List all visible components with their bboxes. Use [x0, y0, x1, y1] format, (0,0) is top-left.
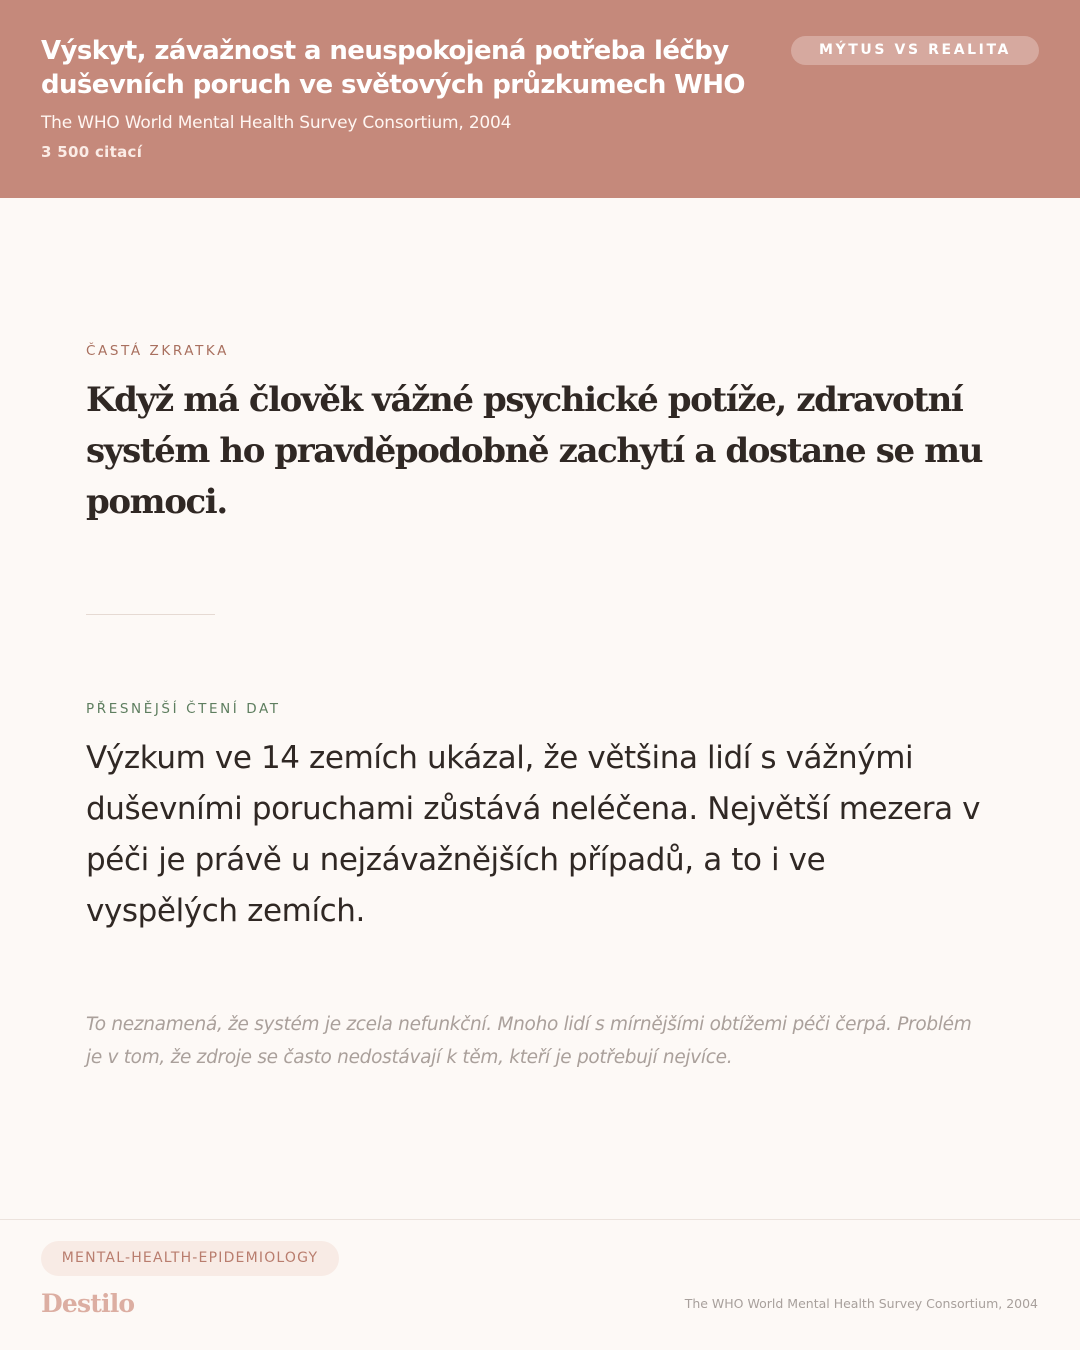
- myth-statement: Když má člověk vážné psychické potíže, zdravotní systém ho pravděpodobně zachytí a dostane se mu pomoci.: [86, 380, 983, 522]
- citation-count: 3 500 citací: [41, 143, 143, 161]
- section-divider: [86, 614, 215, 615]
- paper-authors: The WHO World Mental Health Survey Consortium, 2004: [41, 113, 512, 133]
- brand-logo: Destilo: [41, 1289, 135, 1318]
- reality-label: PŘESNĚJŠÍ ČTENÍ DAT: [86, 701, 281, 717]
- nuance-note: To neznamená, že systém je zcela nefunkční. Mnoho lidí s mírnějšími obtížemi péči čerpá. Problém je v tom, že zdroje se často nedostávají k těm, kteří je potřebují nejvíce.: [86, 1014, 972, 1068]
- footer-source: The WHO World Mental Health Survey Consortium, 2004: [684, 1296, 1038, 1311]
- myth-label: ČASTÁ ZKRATKA: [86, 343, 229, 359]
- paper-title: Výskyt, závažnost a neuspokojená potřeba léčby duševních poruch ve světových průzkumech WHO: [41, 36, 745, 100]
- footer-divider: [0, 1219, 1080, 1220]
- topic-tag[interactable]: MENTAL-HEALTH-EPIDEMIOLOGY: [41, 1241, 339, 1276]
- header-banner: [0, 0, 1080, 198]
- reality-statement: Výzkum ve 14 zemích ukázal, že většina lidí s vážnými duševními poruchami zůstává neléčena. Největší mezera v péči je právě u nejzávažnějších případů, a to i ve vyspělých zemích.: [86, 740, 981, 929]
- myth-vs-reality-badge: MÝTUS VS REALITA: [791, 36, 1039, 65]
